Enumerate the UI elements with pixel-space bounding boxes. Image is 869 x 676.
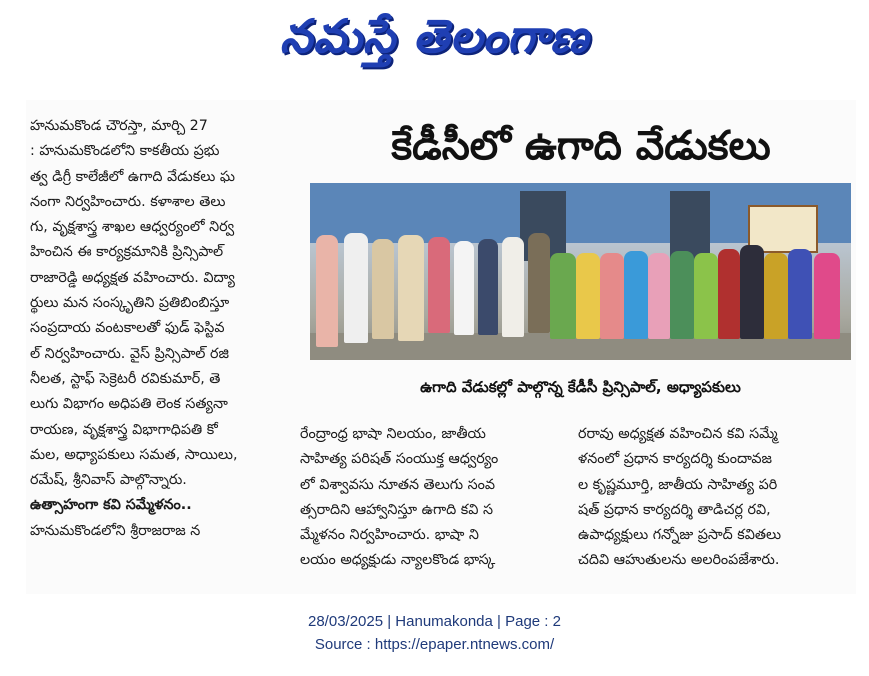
text-line: రాజారెడ్డి అధ్యక్షత వహించారు. విద్యా	[30, 269, 235, 286]
text-line: ళనంలో ప్రధాన కార్యదర్శి కుందావజ	[578, 451, 772, 468]
photo-caption: ఉగాది వేడుకల్లో పాల్గొన్న కేడీసీ ప్రిన్సిపాల్, అధ్యాపకులు	[420, 378, 741, 396]
text-line: : హనుమకొండలోని కాకతీయ ప్రభు	[30, 143, 220, 160]
article-column-3	[578, 422, 852, 574]
news-clipping	[26, 100, 856, 594]
text-line: రరావు అధ్యక్షత వహించిన కవి సమ్మే	[578, 426, 778, 442]
text-line: సంప్రదాయ వంటకాలతో ఫుడ్ ఫెస్టివ	[30, 320, 225, 337]
text-line: త్వ డిగ్రీ కాలేజీలో ఉగాది వేడుకలు ఘ	[30, 168, 235, 185]
text-line: రాయణ, వృక్షశాస్త్ర విభాగాధిపతి కో	[30, 421, 218, 438]
text-line: మల, అధ్యాపకులు సమత, సాయిలు,	[30, 446, 238, 463]
text-line: లుగు విభాగం అధిపతి లెంక సత్యనా	[30, 396, 228, 413]
group-photo	[310, 183, 851, 360]
text-line: నంగా నిర్వహించారు. కళాశాల తెలు	[30, 193, 226, 210]
text-line: ర్థులు మన సంస్కృతిని ప్రతిబింబిస్తూ	[30, 295, 230, 312]
article-subhead: ఉత్సాహంగా కవి సమ్మేళనం..	[30, 497, 192, 514]
text-line: మ్మేళనం నిర్వహించారు. భాషా ని	[300, 527, 479, 544]
text-line: హించిన ఈ కార్యక్రమానికి ప్రిన్సిపాల్	[30, 244, 224, 261]
text-line: సాహిత్య పరిషత్ సంయుక్త ఆధ్వర్యం	[300, 451, 499, 468]
text-line: చదివి ఆహుతులను అలరింపజేశారు.	[578, 552, 780, 569]
footer-date-edition: 28/03/2025 | Hanumakonda | Page : 2	[308, 613, 561, 630]
article-column-2	[300, 422, 564, 574]
text-line: ఉపాధ్యక్షులు గన్నోజు ప్రసాద్ కవితలు	[578, 527, 782, 544]
footer-source: Source : https://epaper.ntnews.com/	[314, 636, 555, 653]
text-line: హనుమకొండ చౌరస్తా, మార్చి 27	[30, 118, 208, 134]
text-line: ల్ నిర్వహించారు. వైస్ ప్రిన్సిపాల్ రజి	[30, 345, 229, 362]
text-line: రమేష్, శ్రీనివాస్ పాల్గొన్నారు.	[30, 472, 187, 489]
masthead-logo: నమస్తే తెలంగాణ	[279, 9, 590, 63]
text-line: లయం అధ్యక్షుడు న్యాలకొండ భాస్క	[300, 552, 496, 569]
article-headline: కేడీసీలో ఉగాది వేడుకలు	[391, 123, 771, 169]
text-line: రేంద్రాంధ్ర భాషా నిలయం, జాతీయ	[300, 426, 486, 442]
text-line: ల కృష్ణమూర్తి, జాతీయ సాహిత్య పరి	[578, 476, 778, 493]
article-column-1	[30, 114, 285, 544]
text-line: లో విశ్వావసు నూతన తెలుగు సంవ	[300, 476, 496, 493]
text-line: గు, వృక్షశాస్త్ర శాఖల ఆధ్వర్యంలో నిర్వ	[30, 219, 235, 236]
text-line: త్సరాదిని ఆహ్వానిస్తూ ఉగాది కవి స	[300, 501, 494, 518]
text-line: షత్ ప్రధాన కార్యదర్శి తాడిచర్ల రవి,	[578, 501, 771, 518]
text-line: హనుమకొండలోని శ్రీరాజరాజ న	[30, 522, 201, 539]
text-line: నీలత, స్టాఫ్ సెక్రెటరీ రవికుమార్, తె	[30, 370, 221, 387]
